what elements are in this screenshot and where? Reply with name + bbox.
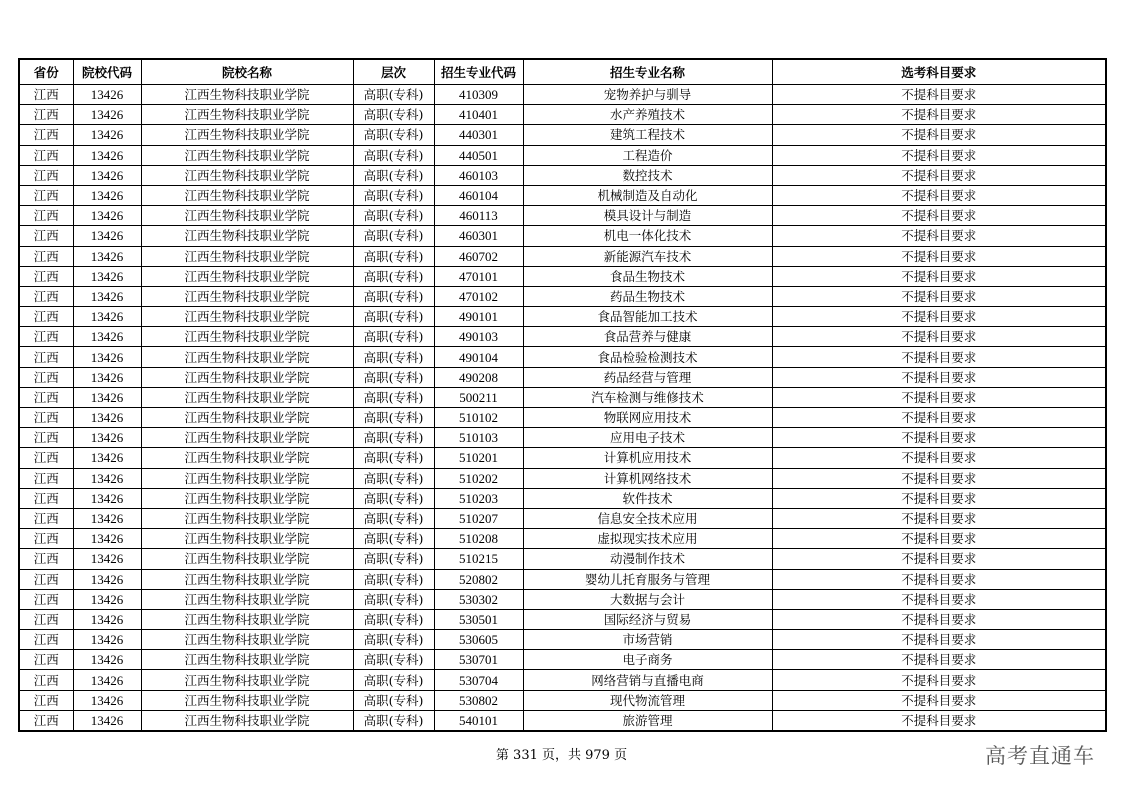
major-code-cell: 500211 [434,387,523,407]
school-code-cell: 13426 [73,670,141,690]
school-name-cell: 江西生物科技职业学院 [141,206,353,226]
school-code-cell: 13426 [73,508,141,528]
major-code-cell: 530704 [434,670,523,690]
subject-requirement-cell: 不提科目要求 [772,327,1106,347]
school-name-cell: 江西生物科技职业学院 [141,508,353,528]
major-name-cell: 宠物养护与驯导 [523,85,772,105]
school-name-cell: 江西生物科技职业学院 [141,650,353,670]
table-row [19,185,1106,205]
table-row [19,710,1106,731]
major-code-cell: 490208 [434,367,523,387]
admission-table [18,58,1107,732]
subject-requirement-cell: 不提科目要求 [772,408,1106,428]
school-name-cell: 江西生物科技职业学院 [141,327,353,347]
major-code-cell: 540101 [434,710,523,731]
province-cell: 江西 [19,387,73,407]
school-name-cell: 江西生物科技职业学院 [141,448,353,468]
province-cell: 江西 [19,125,73,145]
major-code-cell: 410401 [434,105,523,125]
province-cell: 江西 [19,448,73,468]
table-row [19,670,1106,690]
table-row [19,286,1106,306]
level-cell: 高职(专科) [353,448,434,468]
province-cell: 江西 [19,428,73,448]
school-code-cell: 13426 [73,367,141,387]
school-name-cell: 江西生物科技职业学院 [141,105,353,125]
school-code-cell: 13426 [73,609,141,629]
subject-requirement-cell: 不提科目要求 [772,569,1106,589]
level-cell: 高职(专科) [353,165,434,185]
subject-requirement-cell: 不提科目要求 [772,690,1106,710]
subject-requirement-cell: 不提科目要求 [772,105,1106,125]
major-name-cell: 模具设计与制造 [523,206,772,226]
level-cell: 高职(专科) [353,206,434,226]
major-code-cell: 440501 [434,145,523,165]
table-row [19,508,1106,528]
level-cell: 高职(专科) [353,589,434,609]
subject-requirement-cell: 不提科目要求 [772,609,1106,629]
table-row [19,690,1106,710]
school-code-cell: 13426 [73,246,141,266]
major-name-cell: 计算机应用技术 [523,448,772,468]
major-name-cell: 市场营销 [523,630,772,650]
level-cell: 高职(专科) [353,549,434,569]
major-name-cell: 食品智能加工技术 [523,307,772,327]
school-code-cell: 13426 [73,589,141,609]
school-code-cell: 13426 [73,488,141,508]
school-name-cell: 江西生物科技职业学院 [141,670,353,690]
level-cell: 高职(专科) [353,508,434,528]
major-name-cell: 动漫制作技术 [523,549,772,569]
major-code-cell: 510207 [434,508,523,528]
major-code-cell: 530802 [434,690,523,710]
school-code-cell: 13426 [73,569,141,589]
major-name-cell: 药品生物技术 [523,286,772,306]
major-name-cell: 建筑工程技术 [523,125,772,145]
subject-requirement-cell: 不提科目要求 [772,670,1106,690]
province-cell: 江西 [19,589,73,609]
province-cell: 江西 [19,307,73,327]
province-cell: 江西 [19,670,73,690]
province-cell: 江西 [19,85,73,105]
subject-requirement-cell: 不提科目要求 [772,468,1106,488]
major-name-cell: 信息安全技术应用 [523,508,772,528]
school-name-cell: 江西生物科技职业学院 [141,387,353,407]
level-cell: 高职(专科) [353,327,434,347]
province-cell: 江西 [19,286,73,306]
table-row [19,468,1106,488]
province-cell: 江西 [19,266,73,286]
subject-requirement-cell: 不提科目要求 [772,125,1106,145]
major-name-cell: 国际经济与贸易 [523,609,772,629]
table-header-row [19,59,1106,85]
subject-requirement-cell: 不提科目要求 [772,226,1106,246]
major-code-cell: 490101 [434,307,523,327]
level-cell: 高职(专科) [353,488,434,508]
major-code-cell: 440301 [434,125,523,145]
major-name-cell: 物联网应用技术 [523,408,772,428]
province-cell: 江西 [19,630,73,650]
school-name-cell: 江西生物科技职业学院 [141,286,353,306]
subject-requirement-cell: 不提科目要求 [772,488,1106,508]
province-cell: 江西 [19,650,73,670]
subject-requirement-cell: 不提科目要求 [772,85,1106,105]
school-name-cell: 江西生物科技职业学院 [141,165,353,185]
province-cell: 江西 [19,569,73,589]
major-code-cell: 530501 [434,609,523,629]
table-row [19,609,1106,629]
school-code-cell: 13426 [73,185,141,205]
major-code-cell: 510208 [434,529,523,549]
subject-requirement-cell: 不提科目要求 [772,246,1106,266]
level-cell: 高职(专科) [353,185,434,205]
subject-requirement-cell: 不提科目要求 [772,165,1106,185]
province-cell: 江西 [19,609,73,629]
level-cell: 高职(专科) [353,569,434,589]
level-cell: 高职(专科) [353,85,434,105]
major-code-cell: 460104 [434,185,523,205]
school-code-cell: 13426 [73,650,141,670]
major-code-cell: 510203 [434,488,523,508]
school-code-cell: 13426 [73,206,141,226]
school-code-cell: 13426 [73,529,141,549]
subject-requirement-cell: 不提科目要求 [772,266,1106,286]
school-name-cell: 江西生物科技职业学院 [141,246,353,266]
subject-requirement-cell: 不提科目要求 [772,710,1106,731]
level-cell: 高职(专科) [353,105,434,125]
level-cell: 高职(专科) [353,266,434,286]
province-cell: 江西 [19,327,73,347]
major-name-cell: 电子商务 [523,650,772,670]
table-row [19,569,1106,589]
major-code-cell: 520802 [434,569,523,589]
school-code-cell: 13426 [73,85,141,105]
school-code-cell: 13426 [73,266,141,286]
major-code-cell: 510103 [434,428,523,448]
school-name-cell: 江西生物科技职业学院 [141,488,353,508]
major-code-cell: 490103 [434,327,523,347]
school-name-cell: 江西生物科技职业学院 [141,589,353,609]
province-cell: 江西 [19,690,73,710]
header-major-name: 招生专业名称 [523,59,772,85]
major-name-cell: 计算机网络技术 [523,468,772,488]
table-row [19,549,1106,569]
table-row [19,206,1106,226]
school-name-cell: 江西生物科技职业学院 [141,468,353,488]
table-row [19,630,1106,650]
major-name-cell: 工程造价 [523,145,772,165]
table-row [19,226,1106,246]
major-code-cell: 510202 [434,468,523,488]
header-school-code: 院校代码 [73,59,141,85]
major-name-cell: 大数据与会计 [523,589,772,609]
major-name-cell: 软件技术 [523,488,772,508]
school-name-cell: 江西生物科技职业学院 [141,408,353,428]
header-major-code: 招生专业代码 [434,59,523,85]
major-name-cell: 食品检验检测技术 [523,347,772,367]
school-code-cell: 13426 [73,347,141,367]
school-code-cell: 13426 [73,307,141,327]
school-name-cell: 江西生物科技职业学院 [141,266,353,286]
major-code-cell: 470102 [434,286,523,306]
school-name-cell: 江西生物科技职业学院 [141,347,353,367]
major-name-cell: 机械制造及自动化 [523,185,772,205]
subject-requirement-cell: 不提科目要求 [772,589,1106,609]
school-code-cell: 13426 [73,630,141,650]
table-row [19,266,1106,286]
province-cell: 江西 [19,347,73,367]
school-name-cell: 江西生物科技职业学院 [141,185,353,205]
province-cell: 江西 [19,367,73,387]
school-name-cell: 江西生物科技职业学院 [141,85,353,105]
table-row [19,246,1106,266]
province-cell: 江西 [19,105,73,125]
school-code-cell: 13426 [73,226,141,246]
table-row [19,448,1106,468]
subject-requirement-cell: 不提科目要求 [772,529,1106,549]
table-row [19,145,1106,165]
major-name-cell: 旅游管理 [523,710,772,731]
table-row [19,367,1106,387]
school-name-cell: 江西生物科技职业学院 [141,609,353,629]
school-name-cell: 江西生物科技职业学院 [141,529,353,549]
major-name-cell: 药品经营与管理 [523,367,772,387]
province-cell: 江西 [19,226,73,246]
province-cell: 江西 [19,206,73,226]
table-row [19,327,1106,347]
subject-requirement-cell: 不提科目要求 [772,448,1106,468]
major-code-cell: 460301 [434,226,523,246]
level-cell: 高职(专科) [353,347,434,367]
header-school-name: 院校名称 [141,59,353,85]
major-name-cell: 机电一体化技术 [523,226,772,246]
level-cell: 高职(专科) [353,468,434,488]
province-cell: 江西 [19,246,73,266]
school-code-cell: 13426 [73,690,141,710]
major-name-cell: 食品营养与健康 [523,327,772,347]
subject-requirement-cell: 不提科目要求 [772,347,1106,367]
subject-requirement-cell: 不提科目要求 [772,286,1106,306]
school-code-cell: 13426 [73,408,141,428]
major-code-cell: 530605 [434,630,523,650]
major-code-cell: 460113 [434,206,523,226]
level-cell: 高职(专科) [353,145,434,165]
province-cell: 江西 [19,408,73,428]
table-row [19,105,1106,125]
level-cell: 高职(专科) [353,690,434,710]
level-cell: 高职(专科) [353,670,434,690]
level-cell: 高职(专科) [353,609,434,629]
province-cell: 江西 [19,165,73,185]
province-cell: 江西 [19,488,73,508]
major-name-cell: 虚拟现实技术应用 [523,529,772,549]
major-code-cell: 470101 [434,266,523,286]
table-row [19,125,1106,145]
level-cell: 高职(专科) [353,307,434,327]
school-name-cell: 江西生物科技职业学院 [141,549,353,569]
level-cell: 高职(专科) [353,529,434,549]
province-cell: 江西 [19,508,73,528]
school-code-cell: 13426 [73,145,141,165]
major-name-cell: 新能源汽车技术 [523,246,772,266]
level-cell: 高职(专科) [353,125,434,145]
subject-requirement-cell: 不提科目要求 [772,367,1106,387]
school-name-cell: 江西生物科技职业学院 [141,428,353,448]
major-name-cell: 水产养殖技术 [523,105,772,125]
province-cell: 江西 [19,529,73,549]
watermark: 高考直通车 [985,744,1095,768]
table-row [19,488,1106,508]
subject-requirement-cell: 不提科目要求 [772,387,1106,407]
school-name-cell: 江西生物科技职业学院 [141,690,353,710]
table-row [19,428,1106,448]
school-name-cell: 江西生物科技职业学院 [141,307,353,327]
major-code-cell: 410309 [434,85,523,105]
province-cell: 江西 [19,549,73,569]
school-code-cell: 13426 [73,125,141,145]
table-row [19,85,1106,105]
table-row [19,529,1106,549]
school-name-cell: 江西生物科技职业学院 [141,367,353,387]
table-body [19,85,1106,732]
major-name-cell: 现代物流管理 [523,690,772,710]
major-code-cell: 530302 [434,589,523,609]
major-name-cell: 应用电子技术 [523,428,772,448]
major-code-cell: 510215 [434,549,523,569]
subject-requirement-cell: 不提科目要求 [772,145,1106,165]
subject-requirement-cell: 不提科目要求 [772,428,1106,448]
major-code-cell: 460103 [434,165,523,185]
school-code-cell: 13426 [73,105,141,125]
school-code-cell: 13426 [73,448,141,468]
page-number: 第 331 页，共 979 页 [495,748,628,763]
major-name-cell: 网络营销与直播电商 [523,670,772,690]
major-code-cell: 510102 [434,408,523,428]
header-province: 省份 [19,59,73,85]
level-cell: 高职(专科) [353,408,434,428]
school-code-cell: 13426 [73,387,141,407]
table-row [19,650,1106,670]
table-row [19,387,1106,407]
major-name-cell: 汽车检测与维修技术 [523,387,772,407]
level-cell: 高职(专科) [353,286,434,306]
school-name-cell: 江西生物科技职业学院 [141,145,353,165]
school-code-cell: 13426 [73,165,141,185]
header-level: 层次 [353,59,434,85]
table-row [19,307,1106,327]
school-name-cell: 江西生物科技职业学院 [141,710,353,731]
school-code-cell: 13426 [73,549,141,569]
school-name-cell: 江西生物科技职业学院 [141,226,353,246]
subject-requirement-cell: 不提科目要求 [772,549,1106,569]
major-name-cell: 数控技术 [523,165,772,185]
province-cell: 江西 [19,185,73,205]
school-code-cell: 13426 [73,710,141,731]
level-cell: 高职(专科) [353,246,434,266]
table-row [19,408,1106,428]
level-cell: 高职(专科) [353,428,434,448]
school-code-cell: 13426 [73,468,141,488]
table-row [19,347,1106,367]
level-cell: 高职(专科) [353,650,434,670]
major-code-cell: 490104 [434,347,523,367]
subject-requirement-cell: 不提科目要求 [772,185,1106,205]
subject-requirement-cell: 不提科目要求 [772,206,1106,226]
level-cell: 高职(专科) [353,387,434,407]
school-code-cell: 13426 [73,327,141,347]
school-name-cell: 江西生物科技职业学院 [141,125,353,145]
level-cell: 高职(专科) [353,710,434,731]
major-name-cell: 婴幼儿托育服务与管理 [523,569,772,589]
school-name-cell: 江西生物科技职业学院 [141,630,353,650]
subject-requirement-cell: 不提科目要求 [772,630,1106,650]
header-subject-requirement: 选考科目要求 [772,59,1106,85]
major-code-cell: 530701 [434,650,523,670]
major-code-cell: 510201 [434,448,523,468]
school-code-cell: 13426 [73,428,141,448]
school-code-cell: 13426 [73,286,141,306]
province-cell: 江西 [19,710,73,731]
level-cell: 高职(专科) [353,367,434,387]
subject-requirement-cell: 不提科目要求 [772,307,1106,327]
level-cell: 高职(专科) [353,630,434,650]
table-row [19,165,1106,185]
table-row [19,589,1106,609]
subject-requirement-cell: 不提科目要求 [772,508,1106,528]
major-name-cell: 食品生物技术 [523,266,772,286]
subject-requirement-cell: 不提科目要求 [772,650,1106,670]
province-cell: 江西 [19,468,73,488]
major-code-cell: 460702 [434,246,523,266]
school-name-cell: 江西生物科技职业学院 [141,569,353,589]
level-cell: 高职(专科) [353,226,434,246]
province-cell: 江西 [19,145,73,165]
